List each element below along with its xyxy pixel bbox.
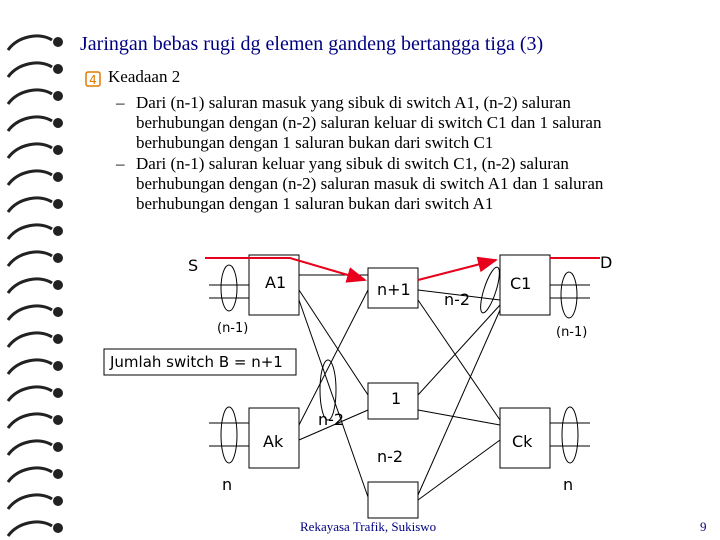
red-path-b-to-c1 xyxy=(418,260,496,280)
ck-output-group-ellipse xyxy=(562,407,578,463)
link-b-ck xyxy=(418,410,500,425)
footer-text: Rekayasa Trafik, Sukiswo xyxy=(300,519,437,534)
label-n-minus-2-left: n-2 xyxy=(318,410,345,429)
label-n-left: n xyxy=(222,475,233,494)
sub-point-1-line-2: berhubungan dengan (n-2) saluran keluar di switch C1 dan 1 saluran xyxy=(136,113,602,132)
label-dest: D xyxy=(600,253,613,272)
sub-point-1-line-3: berhubungan dengan 1 saluran bukan dari switch C1 xyxy=(136,133,494,152)
sub-point-2-line-2: berhubungan dengan (n-2) saluran masuk di switch A1 dan 1 saluran xyxy=(136,174,604,193)
label-n-minus-1-right: (n-1) xyxy=(556,325,588,340)
a1-input-group-ellipse xyxy=(221,265,237,311)
n-2-group-ellipse-right xyxy=(477,265,503,314)
label-middle-one: 1 xyxy=(391,389,402,408)
label-ck: Ck xyxy=(512,432,533,451)
link-ak-b xyxy=(299,290,368,425)
label-source: S xyxy=(188,256,199,275)
label-c1: C1 xyxy=(510,274,532,293)
link-a1-b xyxy=(299,290,368,395)
sub-dash: – xyxy=(116,154,125,173)
label-n-minus-1-left: (n-1) xyxy=(217,321,249,336)
label-n-right: n xyxy=(563,475,574,494)
c1-output-group-ellipse xyxy=(561,272,577,318)
label-jumlah-switch: Jumlah switch B = n+1 xyxy=(110,353,283,371)
bullet-keadaan: Keadaan 2 xyxy=(108,67,181,86)
label-n-plus-1: n+1 xyxy=(377,280,411,299)
link-a1-b xyxy=(299,300,368,497)
label-a1: A1 xyxy=(265,273,287,292)
sub-point-2-line-3: berhubungan dengan 1 saluran bukan dari switch A1 xyxy=(136,194,494,213)
link-b-ck xyxy=(418,440,500,500)
label-middle-bottom: n-2 xyxy=(377,447,404,466)
switch-b-bottom-box xyxy=(368,482,418,518)
svg-text:4: 4 xyxy=(89,73,97,87)
sub-point-2-line-1: Dari (n-1) saluran keluar yang sibuk di switch C1, (n-2) saluran xyxy=(136,154,569,173)
label-n-minus-2-right: n-2 xyxy=(444,290,471,309)
sub-dash: – xyxy=(116,93,125,112)
ak-input-group-ellipse xyxy=(221,407,237,463)
page-number: 9 xyxy=(700,519,707,534)
sub-point-1-line-1: Dari (n-1) saluran masuk yang sibuk di switch A1, (n-2) saluran xyxy=(136,93,571,112)
slide-title: Jaringan bebas rugi dg elemen gandeng bertangga tiga (3) xyxy=(80,33,544,55)
label-ak: Ak xyxy=(263,432,284,451)
